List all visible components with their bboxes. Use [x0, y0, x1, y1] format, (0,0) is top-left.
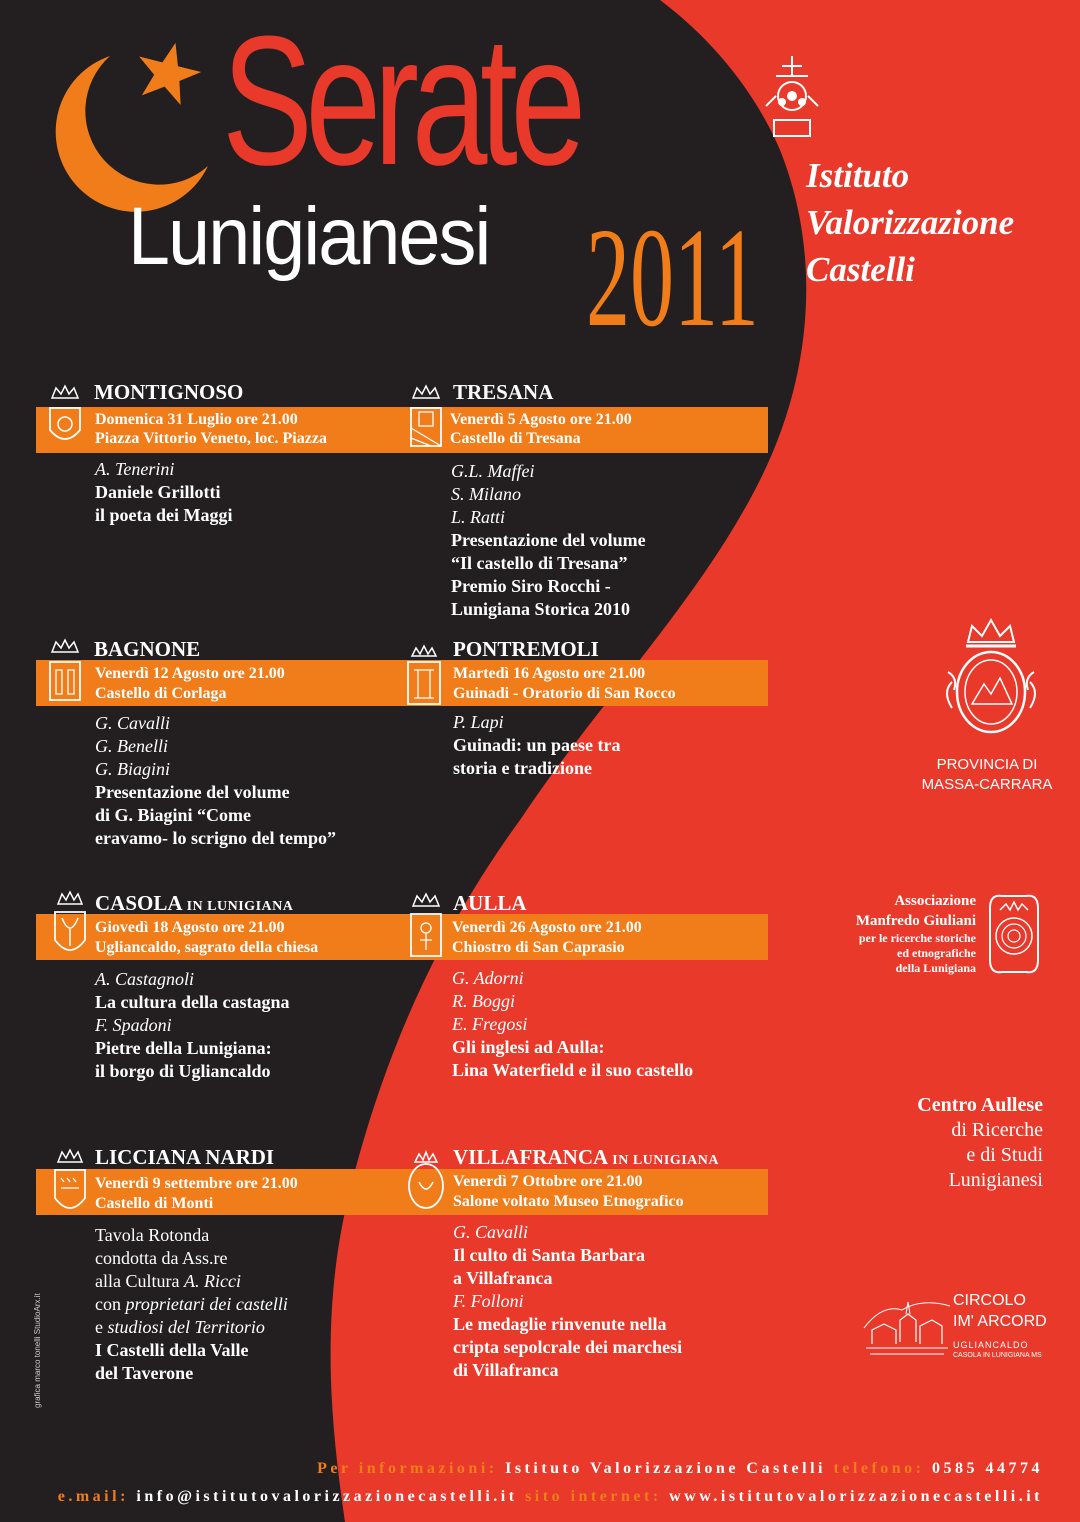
associazione-sub-2: ed etnografiche: [897, 946, 976, 960]
description-text: a Villafranca: [453, 1268, 553, 1288]
associazione-label: [812, 891, 976, 976]
phone-value: 0585 44774: [932, 1460, 1043, 1477]
description-text: F. Folloni: [453, 1291, 524, 1311]
description-line: [95, 1060, 290, 1083]
description-line: [453, 1336, 682, 1359]
crest-bagnone-icon: [46, 636, 84, 706]
event-date: Giovedì 18 Agosto ore 21.00: [95, 919, 285, 936]
associazione-title-2: Manfredo Giuliani: [855, 913, 976, 929]
description-line: [453, 1313, 682, 1336]
description-line: [95, 735, 336, 758]
description-text: alla Cultura: [95, 1271, 184, 1291]
event-town: [453, 638, 599, 664]
event-description: [95, 1224, 288, 1385]
title-serate: Serate: [222, 0, 579, 203]
description-line: [453, 1221, 682, 1244]
description-line: [95, 781, 336, 804]
description-text: A. Castagnoli: [95, 969, 195, 989]
event-place: Piazza Vittorio Veneto, loc. Piazza: [95, 430, 327, 447]
event-description: [95, 712, 336, 850]
description-text: il borgo di Ugliancaldo: [95, 1061, 271, 1081]
description-line: [95, 804, 336, 827]
description-text: F. Spadoni: [95, 1015, 172, 1035]
title-lunigianesi: Lunigianesi: [128, 191, 490, 282]
event-town: [453, 892, 527, 918]
description-line: [452, 967, 693, 990]
description-line: [452, 1013, 693, 1036]
town-suffix: IN LUNIGIANA: [612, 1153, 719, 1168]
circolo-village-icon: [862, 1284, 952, 1360]
design-credit: grafica marco tonelli StudioArx.it: [33, 1293, 42, 1408]
description-text: S. Milano: [451, 484, 521, 504]
description-text: P. Lapi: [453, 712, 504, 732]
crest-villafranca-icon: [405, 1150, 447, 1212]
event-description: [95, 458, 233, 527]
event-date: Venerdì 9 settembre ore 21.00: [95, 1175, 298, 1192]
description-italic: studiosi del Territorio: [107, 1317, 265, 1337]
event-place: Ugliancaldo, sagrato della chiesa: [95, 939, 319, 956]
provincia-label: [912, 755, 1062, 795]
event-town: [453, 1146, 719, 1172]
description-line: [451, 529, 646, 552]
circolo-line-2: IM' ARCORD: [953, 1313, 1047, 1330]
town-name: CASOLA: [95, 891, 182, 915]
description-text: Tavola Rotonda: [95, 1225, 210, 1245]
description-line: [95, 991, 290, 1014]
description-line: [95, 758, 336, 781]
description-text: R. Boggi: [452, 991, 515, 1011]
description-text: Gli inglesi ad Aulla:: [452, 1037, 605, 1057]
description-text: G. Biagini: [95, 759, 170, 779]
description-text: condotta da Ass.re: [95, 1248, 228, 1268]
description-text: L. Ratti: [451, 507, 506, 527]
crest-aulla-icon: [407, 892, 445, 962]
institute-line-3: Castelli: [806, 250, 915, 289]
description-line: [95, 1014, 290, 1037]
institute-name: [806, 152, 1014, 293]
event-town: [95, 1146, 274, 1172]
circolo-line-1: CIRCOLO: [953, 1292, 1026, 1309]
description-line: [95, 712, 336, 735]
event-town: [95, 892, 293, 918]
description-text: cripta sepolcrale dei marchesi: [453, 1337, 683, 1357]
provincia-line-1: PROVINCIA DI: [936, 756, 1038, 773]
description-text: eravamo- lo scrigno del tempo”: [95, 828, 336, 848]
event-place: Castello di Corlaga: [95, 685, 227, 702]
description-text: A. Tenerini: [95, 459, 175, 479]
description-line: [95, 1037, 290, 1060]
circolo-label: [953, 1290, 1047, 1360]
description-line: [451, 506, 646, 529]
email-label: e.mail:: [57, 1488, 129, 1505]
description-line: [95, 968, 290, 991]
description-text: Guinadi: un paese tra: [453, 735, 621, 755]
info-value: Istituto Valorizzazione Castelli: [505, 1460, 826, 1477]
site-link[interactable]: www.istitutovalorizzazionecastelli.it: [669, 1488, 1043, 1505]
info-label: Per informazioni:: [317, 1460, 498, 1477]
crest-montignoso-icon: [46, 382, 84, 452]
description-text: I Castelli della Valle: [95, 1340, 249, 1360]
description-line: [95, 1224, 288, 1247]
institute-line-1: Istituto: [806, 156, 910, 195]
description-line: [453, 734, 621, 757]
description-line: [453, 1267, 682, 1290]
description-text: Presentazione del volume: [451, 530, 646, 550]
circolo-sub-1: UGLIANCALDO: [953, 1340, 1029, 1350]
footer-info-line: [317, 1460, 1043, 1478]
associazione-logo-icon: [984, 890, 1044, 978]
centro-line-2: e di Studi: [966, 1144, 1043, 1166]
town-suffix: IN LUNIGIANA: [186, 899, 294, 914]
event-town: [453, 381, 553, 407]
site-label: sito internet:: [525, 1488, 662, 1505]
institute-line-2: Valorizzazione: [806, 203, 1015, 242]
phone-label: telefono:: [833, 1460, 925, 1477]
description-text: il poeta dei Maggi: [95, 505, 233, 525]
description-italic: proprietari dei castelli: [125, 1294, 288, 1314]
centro-line-1: di Ricerche: [951, 1119, 1043, 1141]
email-link[interactable]: info@istitutovalorizzazionecastelli.it: [136, 1488, 518, 1505]
description-text: G.L. Maffei: [451, 461, 535, 481]
description-text: Presentazione del volume: [95, 782, 290, 802]
crest-licciana-icon: [52, 1148, 88, 1218]
event-date: Martedì 16 Agosto ore 21.00: [453, 665, 646, 682]
description-text: Il culto di Santa Barbara: [453, 1245, 646, 1265]
event-description: [453, 711, 621, 780]
description-line: [453, 1359, 682, 1382]
event-description: [453, 1221, 682, 1382]
description-text: G. Benelli: [95, 736, 168, 756]
title-year: 2011: [586, 198, 759, 356]
provincia-line-2: MASSA-CARRARA: [921, 776, 1053, 793]
town-name: TRESANA: [453, 380, 554, 404]
description-text: di G. Biagini “Come: [95, 805, 252, 825]
event-place: Castello di Tresana: [450, 430, 581, 447]
event-date: Venerdì 26 Agosto ore 21.00: [452, 919, 642, 936]
event-town: [94, 638, 200, 664]
event-description: [452, 967, 693, 1082]
description-line: [452, 990, 693, 1013]
description-text: del Taverone: [95, 1363, 194, 1383]
event-place: Salone voltato Museo Etnografico: [453, 1193, 684, 1210]
description-line: [453, 757, 621, 780]
description-line: [453, 711, 621, 734]
description-line: [451, 598, 646, 621]
circolo-sub-2: CASOLA IN LUNIGIANA MS: [953, 1352, 1042, 1359]
event-town: [94, 381, 243, 407]
description-line: [452, 1036, 693, 1059]
footer-contact-line: [58, 1488, 1043, 1506]
town-name: PONTREMOLI: [453, 637, 599, 661]
event-date: Venerdì 7 Ottobre ore 21.00: [453, 1173, 643, 1190]
description-text: Lunigiana Storica 2010: [451, 599, 631, 619]
description-line: [452, 1059, 693, 1082]
description-text: di Villafranca: [453, 1360, 559, 1380]
description-text: G. Cavalli: [95, 713, 170, 733]
centro-line-3: Lunigianesi: [948, 1169, 1043, 1191]
description-line: [451, 575, 646, 598]
event-place: Guinadi - Oratorio di San Rocco: [453, 685, 676, 702]
event-date: Venerdì 12 Agosto ore 21.00: [95, 665, 285, 682]
moon-star-icon: [48, 38, 218, 213]
centro-title: Centro Aullese: [917, 1094, 1043, 1116]
description-line: [95, 1247, 288, 1270]
description-text: G. Adorni: [452, 968, 524, 988]
description-text: Premio Siro Rocchi -: [451, 576, 611, 596]
description-line: [451, 460, 646, 483]
description-text: La cultura della castagna: [95, 992, 290, 1012]
event-date: Domenica 31 Luglio ore 21.00: [95, 411, 298, 428]
event-description: [451, 460, 646, 621]
description-line: [95, 458, 233, 481]
event-place: Chiostro di San Caprasio: [452, 939, 625, 956]
provincia-crest-icon: [938, 612, 1044, 752]
crest-casola-icon: [52, 890, 88, 960]
description-line: [451, 552, 646, 575]
description-line: [95, 504, 233, 527]
description-line: [95, 1339, 288, 1362]
description-line: [453, 1290, 682, 1313]
description-text: storia e tradizione: [453, 758, 592, 778]
description-text: Daniele Grillotti: [95, 482, 221, 502]
description-line: [95, 1293, 288, 1316]
associazione-sub-1: per le ricerche storiche: [858, 931, 976, 945]
town-name: LICCIANA NARDI: [95, 1145, 275, 1169]
description-line: [95, 481, 233, 504]
description-text: Pietre della Lunigiana:: [95, 1038, 272, 1058]
description-text: con: [95, 1294, 126, 1314]
description-text: e: [95, 1317, 108, 1337]
town-name: AULLA: [453, 891, 527, 915]
description-line: [95, 1362, 288, 1385]
event-date: Venerdì 5 Agosto ore 21.00: [450, 411, 632, 428]
description-text: “Il castello di Tresana”: [451, 553, 628, 573]
crest-tresana-icon: [407, 382, 445, 452]
associazione-title-1: Associazione: [894, 893, 976, 909]
description-line: [453, 1244, 682, 1267]
event-description: [95, 968, 290, 1083]
town-name: MONTIGNOSO: [94, 380, 244, 404]
description-line: [95, 1316, 288, 1339]
description-line: [451, 483, 646, 506]
description-text: Lina Waterfield e il suo castello: [452, 1060, 694, 1080]
centro-aullese-label: [880, 1093, 1043, 1193]
town-name: BAGNONE: [94, 637, 201, 661]
crest-pontremoli-icon: [404, 644, 444, 710]
town-name: VILLAFRANCA: [453, 1145, 608, 1169]
description-text: E. Fregosi: [452, 1014, 528, 1034]
description-text: G. Cavalli: [453, 1222, 528, 1242]
description-line: [95, 827, 336, 850]
description-line: [95, 1270, 288, 1293]
event-place: Castello di Monti: [95, 1195, 214, 1212]
associazione-sub-3: della Lunigiana: [895, 961, 976, 975]
description-text: Le medaglie rinvenute nella: [453, 1314, 667, 1334]
description-italic: A. Ricci: [183, 1271, 241, 1291]
